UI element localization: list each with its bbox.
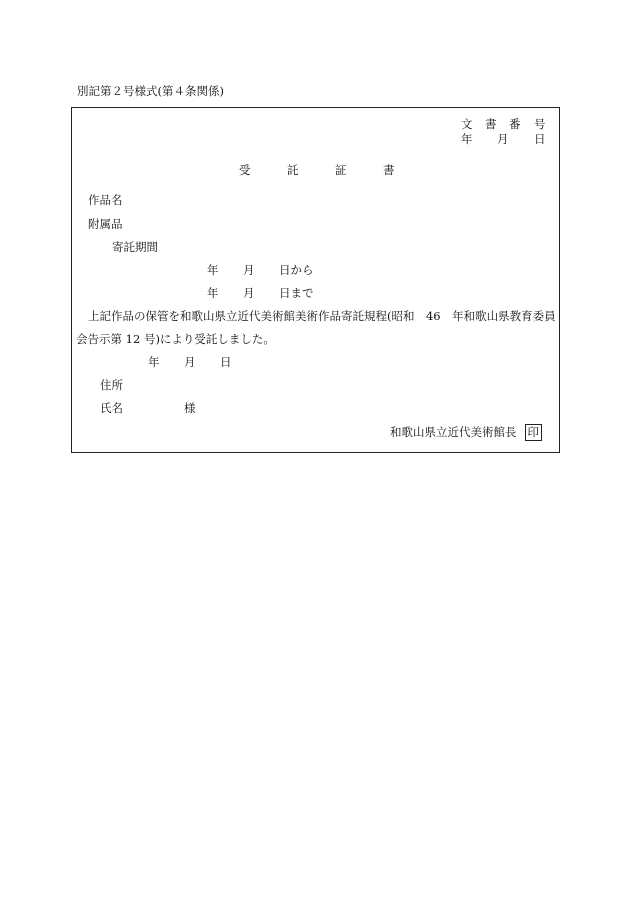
issue-date-month: 月 — [184, 355, 196, 369]
top-date-year: 年 — [461, 132, 473, 146]
title-char-1: 受 — [239, 163, 251, 177]
title-char-4: 書 — [383, 163, 395, 177]
top-date-month: 月 — [497, 132, 509, 146]
title-char-3: 証 — [335, 163, 347, 177]
certificate-form — [71, 107, 560, 453]
doc-number-char-1: 文 — [461, 117, 473, 131]
issuer-signature-line — [390, 424, 542, 441]
period-from-month: 月 — [243, 263, 255, 277]
issuer-name: 和歌山県立近代美術館長 — [390, 425, 517, 439]
period-to-year: 年 — [207, 286, 219, 300]
form-header: 別記第２号様式(第４条関係) — [77, 84, 224, 98]
doc-number-char-3: 番 — [509, 117, 521, 131]
doc-number-char-2: 書 — [485, 117, 497, 131]
period-to-month: 月 — [243, 286, 255, 300]
field-accessories: 附属品 — [88, 217, 123, 231]
field-deposit-period: 寄託期間 — [112, 240, 158, 254]
issue-date-year: 年 — [148, 355, 160, 369]
issue-date-day: 日 — [220, 355, 232, 369]
title-char-2: 託 — [287, 163, 299, 177]
body-text-line-2: 会告示第 12 号)により受託しました。 — [76, 332, 275, 346]
address-label: 住所 — [100, 378, 123, 392]
period-from-year: 年 — [207, 263, 219, 277]
seal-mark: 印 — [525, 424, 543, 441]
period-from-day: 日から — [279, 263, 314, 277]
doc-number-char-4: 号 — [534, 117, 546, 131]
field-work-name: 作品名 — [88, 193, 123, 207]
name-label: 氏名 — [100, 401, 123, 415]
honorific: 様 — [184, 401, 196, 415]
period-to-day: 日まで — [279, 286, 314, 300]
body-text-line-1: 上記作品の保管を和歌山県立近代美術館美術作品寄託規程(昭和 46 年和歌山県教育委員 — [88, 309, 556, 323]
top-date-day: 日 — [534, 132, 546, 146]
